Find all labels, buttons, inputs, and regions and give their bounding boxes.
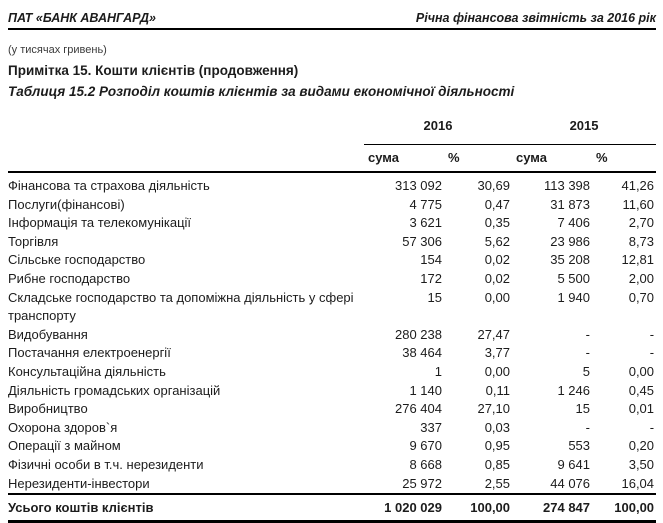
year-header-2015: 2015 [512,118,656,145]
client-funds-table [8,118,656,523]
row-sum-2015: 113 398 [543,178,591,193]
total-sum-2016: 1 020 029 [364,494,444,522]
table-row [8,251,656,270]
client-funds-table-body [8,172,656,494]
table-row [8,475,656,495]
table-caption: Таблиця 15.2 Розподіл коштів клієнтів за видами економічної діяльності [8,84,515,99]
total-pct-2015: 100,00 [592,494,656,522]
row-label: Видобування [8,326,88,342]
row-label: Сільське господарство [8,252,146,268]
row-pct-2016: 30,69 [477,178,511,193]
row-pct-2016: 5,62 [484,233,511,249]
column-header-sum-2015: сума [512,145,592,173]
row-pct-2015: - [649,345,655,361]
document-running-header [8,6,656,30]
row-sum-2015: 1 940 [557,289,591,305]
row-pct-2016: 2,55 [484,475,511,491]
row-sum-2015: - [585,326,591,342]
column-header-row [8,145,656,173]
year-header-2016: 2016 [364,118,512,145]
row-pct-2016: 3,77 [484,345,511,361]
row-label: Фінансова та страхова діяльність [8,178,210,193]
row-pct-2015: 3,50 [628,456,655,472]
table-row [8,233,656,252]
row-sum-2016: 172 [420,270,442,286]
row-pct-2016: 0,03 [484,419,511,435]
table-foot [8,494,656,522]
row-pct-2015: 16,04 [621,475,655,491]
row-pct-2016: 0,95 [484,438,511,454]
table-row [8,196,656,215]
row-label: Послуги(фінансові) [8,196,125,212]
row-sum-2016: 25 972 [402,475,442,491]
row-sum-2016: 4 775 [409,196,442,212]
row-pct-2016: 0,02 [484,270,511,286]
row-label: Складське господарство та допоміжна діяльність у сфері транспорту [8,289,354,324]
row-sum-2015: 35 208 [550,252,591,268]
row-pct-2015: 0,45 [628,382,655,398]
column-header-spacer [8,145,364,173]
row-pct-2015: 12,81 [621,252,655,268]
table-row [8,270,656,289]
row-sum-2015: 44 076 [550,475,591,491]
row-pct-2016: 0,35 [484,215,511,231]
total-row [8,494,656,522]
row-pct-2015: 0,01 [628,401,655,417]
row-pct-2016: 27,47 [477,326,511,342]
row-sum-2016: 15 [427,289,442,305]
note-title: Примітка 15. Кошти клієнтів (продовження) [8,63,299,78]
row-pct-2016: 0,47 [484,196,511,212]
table-row [8,214,656,233]
row-label: Нерезиденти-інвестори [8,475,150,491]
row-pct-2015: 2,00 [628,270,655,286]
row-sum-2016: 38 464 [402,345,442,361]
total-sum-2015: 274 847 [512,494,592,522]
row-sum-2016: 57 306 [402,233,442,249]
row-label: Консультаційна діяльність [8,363,166,379]
table-head [8,118,656,172]
table-row [8,437,656,456]
row-sum-2016: 9 670 [409,438,442,454]
bank-name: ПАТ «БАНК АВАНГАРД» [8,11,156,25]
row-pct-2015: 0,70 [628,289,655,305]
column-header-pct-2016: % [444,145,512,173]
row-pct-2016: 0,11 [485,382,511,398]
row-pct-2015: - [649,419,655,435]
row-label: Діяльність громадських організацій [8,382,221,398]
row-sum-2015: - [585,345,591,361]
row-sum-2016: 154 [420,252,442,268]
row-sum-2016: 3 621 [409,215,442,231]
table-row [8,344,656,363]
row-label: Торгівля [8,233,59,249]
row-sum-2015: 5 500 [557,270,591,286]
row-label: Фізичні особи в т.ч. нерезиденти [8,456,204,472]
row-sum-2015: 7 406 [557,215,591,231]
row-pct-2015: 0,00 [628,363,655,379]
column-header-pct-2015: % [592,145,656,173]
table-row [8,172,656,196]
row-pct-2016: 0,00 [484,289,511,305]
row-sum-2015: 31 873 [550,196,591,212]
row-pct-2015: 11,60 [622,196,655,212]
row-sum-2015: 9 641 [557,456,591,472]
table-row [8,419,656,438]
column-header-sum-2016: сума [364,145,444,173]
row-sum-2015: - [585,419,591,435]
row-pct-2016: 27,10 [477,401,511,417]
table-row [8,289,656,326]
row-label: Виробництво [8,401,88,417]
row-pct-2015: - [649,326,655,342]
row-label: Охорона здоров`я [8,419,118,435]
year-header-spacer [8,118,364,145]
table-row [8,363,656,382]
row-sum-2016: 276 404 [395,401,442,417]
row-sum-2016: 8 668 [409,456,442,472]
row-sum-2016: 280 238 [395,326,442,342]
report-title: Річна фінансова звітність за 2016 рік [415,11,656,25]
row-pct-2015: 0,20 [628,438,655,454]
table-row [8,456,656,475]
table-row [8,382,656,401]
row-pct-2016: 0,02 [484,252,511,268]
row-pct-2016: 0,00 [484,363,511,379]
row-sum-2015: 5 [582,363,591,379]
table-row [8,400,656,419]
total-label: Усього коштів клієнтів [8,494,364,522]
year-header-row [8,118,656,145]
row-pct-2015: 41,26 [621,178,655,193]
row-sum-2015: 23 986 [550,233,591,249]
row-label: Рибне господарство [8,270,131,286]
row-sum-2016: 1 140 [409,382,442,398]
units-note: (у тисячах гривень) [8,44,107,56]
row-sum-2016: 337 [420,419,442,435]
row-pct-2016: 0,85 [484,456,511,472]
row-sum-2015: 15 [575,401,591,417]
row-sum-2015: 553 [568,438,591,454]
row-label: Операції з майном [8,438,121,454]
total-pct-2016: 100,00 [444,494,512,522]
table-row [8,326,656,345]
row-label: Інформація та телекомунікації [8,215,192,231]
row-sum-2015: 1 246 [557,382,591,398]
row-sum-2016: 313 092 [395,178,442,193]
row-pct-2015: 8,73 [628,233,655,249]
row-sum-2016: 1 [434,363,442,379]
row-label: Постачання електроенергії [8,345,171,361]
row-pct-2015: 2,70 [628,215,655,231]
